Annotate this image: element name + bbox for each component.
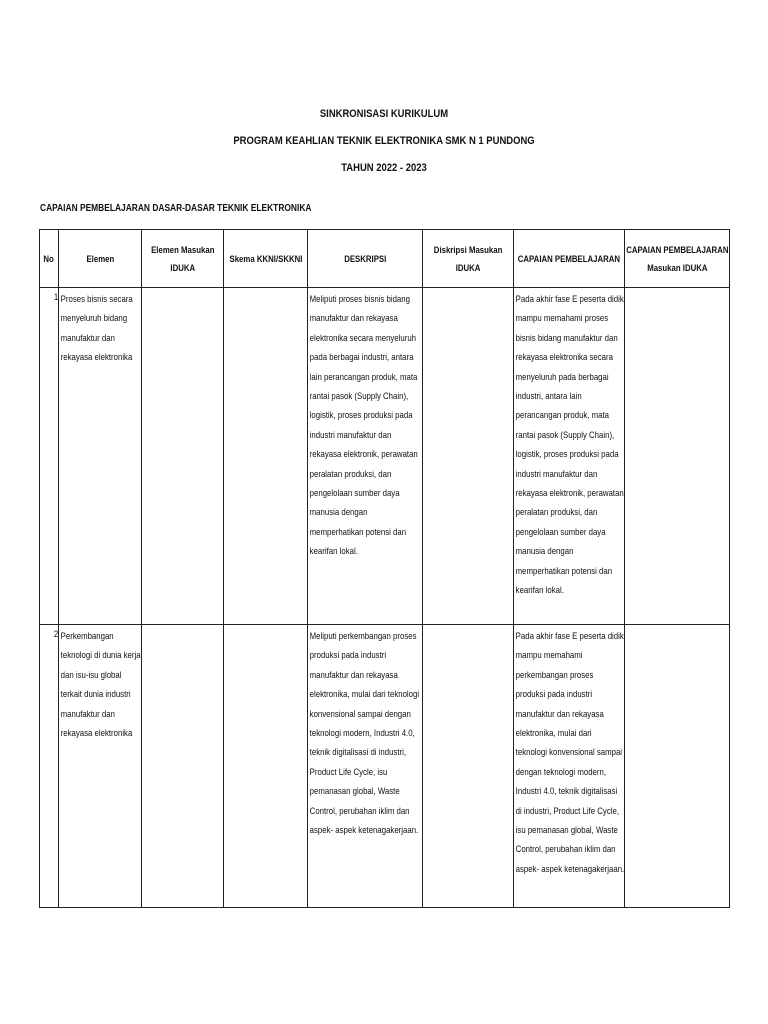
- curriculum-table: [39, 229, 730, 908]
- col-header-skema: Skema KKNI/SKKNI: [224, 230, 308, 288]
- table-row: [40, 288, 730, 625]
- col-header-elemen-iduka: Elemen Masukan IDUKA: [142, 230, 224, 288]
- cell-capaian-iduka: [625, 288, 730, 625]
- cell-elemen-iduka: [142, 288, 224, 625]
- table-header-row: [40, 230, 730, 288]
- cell-elemen-iduka: [142, 625, 224, 908]
- cell-deskripsi-iduka: [423, 288, 514, 625]
- table-row: [40, 625, 730, 908]
- col-header-capaian-iduka: CAPAIAN PEMBELAJARAN Masukan IDUKA: [625, 230, 730, 288]
- cell-capaian: Pada akhir fase E peserta didik mampu memahami proses bisnis bidang manufaktur dan rekayasa elektronika secara menyeluruh pada berbagai industri, antara lain perancangan produk, mata rantai pasok (Supply Chain), logistik, proses produksi pada industri manufaktur dan rekayasa elektronik, perawatan peralatan produksi, dan pengelolaan sumber daya manusia dengan memperhatikan potensi dan kearifan lokal.: [514, 288, 625, 625]
- cell-skema: [224, 625, 308, 908]
- row-number: 1: [40, 288, 59, 625]
- col-header-deskripsi-iduka: Diskripsi Masukan IDUKA: [423, 230, 514, 288]
- col-header-capaian: CAPAIAN PEMBELAJARAN: [514, 230, 625, 288]
- header-title: SINKRONISASI KURIKULUM: [319, 108, 449, 120]
- cell-deskripsi: Meliputi perkembangan proses produksi pada industri manufaktur dan rekayasa elektronika, mulai dari teknologi konvensional sampai dengan teknologi modern, Industri 4.0, teknik digitalisasi di industri, Product Life Cycle, isu pemanasan global, Waste Control, perubahan iklim dan aspek- aspek ketenagakerjaan.: [308, 625, 423, 908]
- cell-elemen: Perkembangan teknologi di dunia kerja dan isu-isu global terkait dunia industri manufaktur dan rekayasa elektronika: [59, 625, 142, 908]
- cell-capaian: Pada akhir fase E peserta didik mampu memahami perkembangan proses produksi pada industri manufaktur dan rekayasa elektronika, mulai dari teknologi konvensional sampai dengan teknologi modern, Industri 4.0, teknik digitalisasi di industri, Product Life Cycle, isu pemanasan global, Waste Control, perubahan iklim dan aspek- aspek ketenagakerjaan.: [514, 625, 625, 908]
- section-heading: CAPAIAN PEMBELAJARAN DASAR-DASAR TEKNIK ELEKTRONIKA: [40, 203, 312, 214]
- document-header: [54, 104, 714, 185]
- header-year: TAHUN 2022 - 2023: [341, 162, 427, 174]
- row-number: 2: [40, 625, 59, 908]
- col-header-elemen: Elemen: [59, 230, 142, 288]
- col-header-deskripsi: DESKRIPSI: [308, 230, 423, 288]
- header-program: PROGRAM KEAHLIAN TEKNIK ELEKTRONIKA SMK N 1 PUNDONG: [233, 135, 535, 147]
- cell-deskripsi: Meliputi proses bisnis bidang manufaktur dan rekayasa elektronika secara menyeluruh pada berbagai industri, antara lain perancangan produk, mata rantai pasok (Supply Chain), logistik, proses produksi pada industri manufaktur dan rekayasa elektronik, perawatan peralatan produksi, dan pengelolaan sumber daya manusia dengan memperhatikan potensi dan kearifan lokal.: [308, 288, 423, 625]
- cell-deskripsi-iduka: [423, 625, 514, 908]
- cell-skema: [224, 288, 308, 625]
- cell-elemen: Proses bisnis secara menyeluruh bidang manufaktur dan rekayasa elektronika: [59, 288, 142, 625]
- cell-capaian-iduka: [625, 625, 730, 908]
- col-header-no: No: [40, 230, 59, 288]
